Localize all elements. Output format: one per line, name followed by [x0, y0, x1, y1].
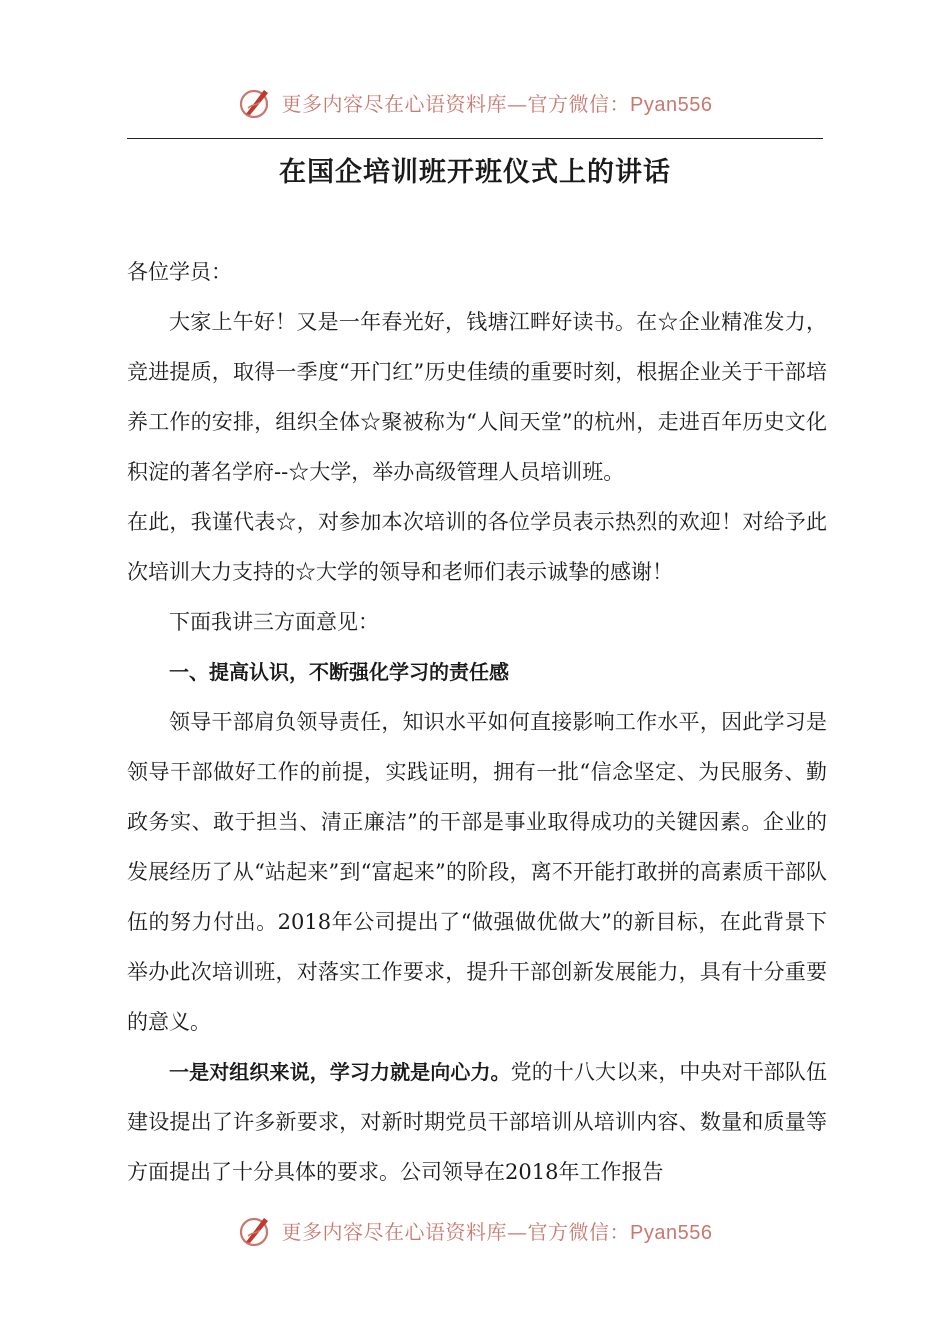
watermark-footer [0, 1212, 950, 1248]
salutation: 各位学员： [127, 260, 232, 284]
paragraph-opening: 大家上午好！又是一年春光好，钱塘江畔好读书。在☆企业精准发力，竞进提质，取得一季度“开门红”历史佳绩的重要时刻，根据企业关于干部培养工作的安排，组织全体☆聚被称为“人间天堂”的杭州，走进百年历史文化积淀的著名学府--☆大学，举办高级管理人员培训班。 [127, 310, 827, 484]
point-1-text: 党的十八大以来，中央对干部队伍建设提出了许多新要求，对新时期党员干部培训从培训内容、数量和质量等方面提出了十分具体的要求。公司领导在2018年工作报告 [127, 1060, 828, 1184]
section-heading-1: 一、提高认识，不断强化学习的责任感 [169, 660, 509, 684]
quill-logo-icon [238, 84, 274, 120]
watermark-header [0, 84, 950, 120]
document-body [127, 247, 827, 1197]
paragraph-intro: 下面我讲三方面意见： [169, 610, 379, 634]
quill-logo-icon [238, 1212, 274, 1248]
header-divider [127, 138, 823, 139]
paragraph-point-1 [127, 1047, 827, 1197]
watermark-text: 更多内容尽在心语资料库—官方微信：Pyan556 [281, 91, 713, 116]
paragraph-thanks: 在此，我谨代表☆，对参加本次培训的各位学员表示热烈的欢迎！对给予此次培训大力支持的☆大学的领导和老师们表示诚挚的感谢！ [127, 510, 827, 584]
point-1-lead: 一是对组织来说，学习力就是向心力。 [169, 1060, 511, 1084]
document-title: 在国企培训班开班仪式上的讲话 [279, 157, 671, 188]
watermark-text: 更多内容尽在心语资料库—官方微信：Pyan556 [281, 1219, 713, 1244]
paragraph-section-1: 领导干部肩负领导责任，知识水平如何直接影响工作水平，因此学习是领导干部做好工作的前提，实践证明，拥有一批“信念坚定、为民服务、勤政务实、敢于担当、清正廉洁”的干部是事业取得成功的关键因素。企业的发展经历了从“站起来”到“富起来”的阶段，离不开能打敢拼的高素质干部队伍的努力付出。2018年公司提出了“做强做优做大”的新目标，在此背景下举办此次培训班，对落实工作要求，提升干部创新发展能力，具有十分重要的意义。 [127, 710, 827, 1034]
